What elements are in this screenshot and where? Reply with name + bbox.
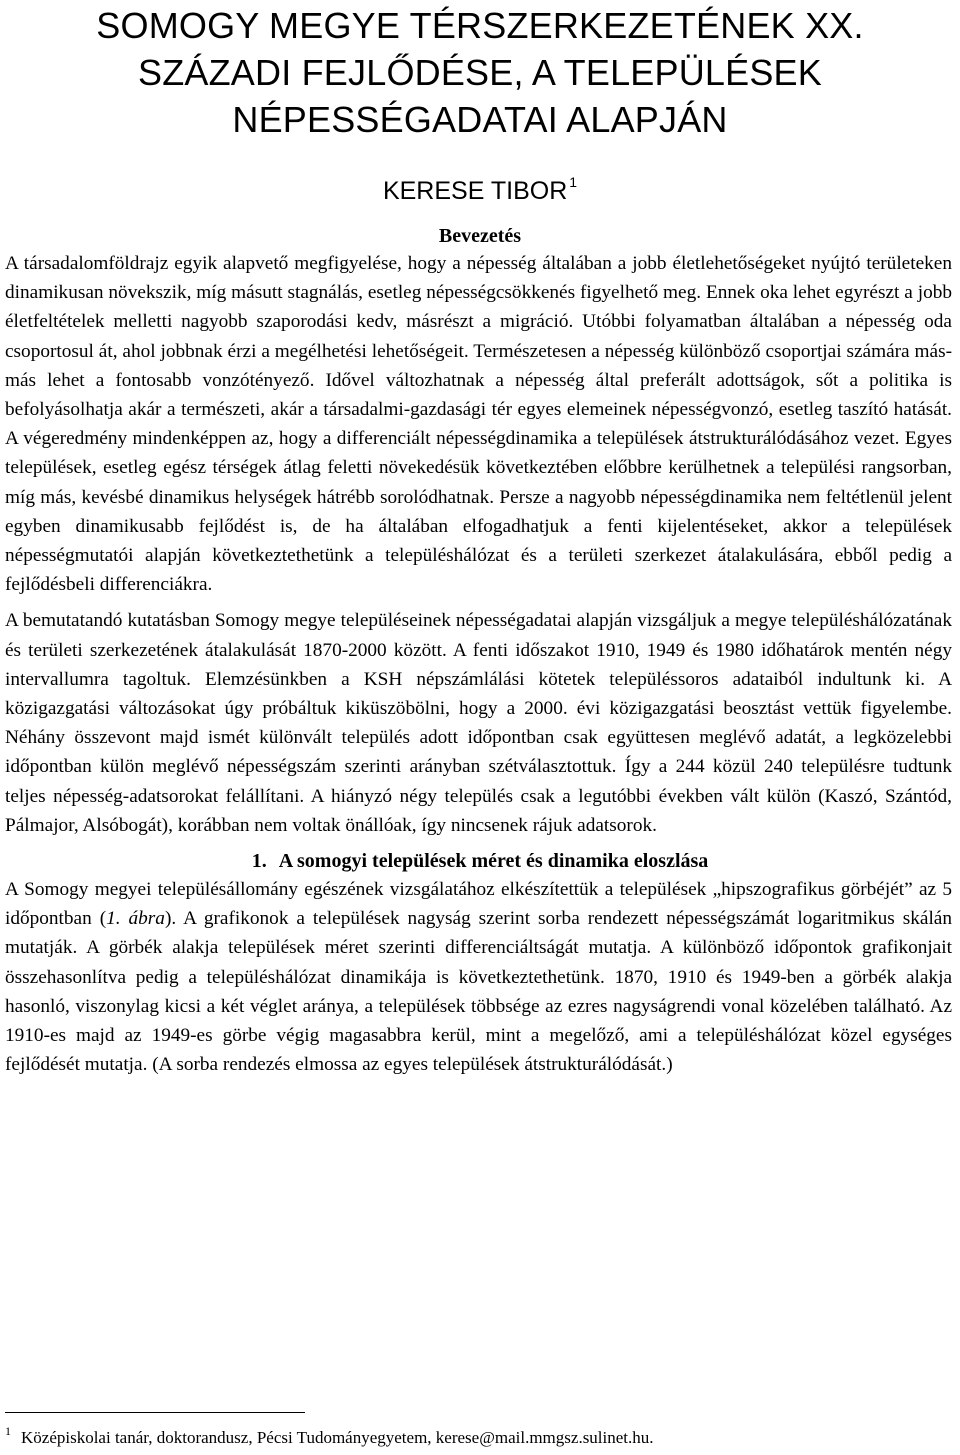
author-name: KERESE TIBOR <box>382 177 568 205</box>
author-footnote-mark: 1 <box>569 174 578 190</box>
section-1-number: 1. <box>251 850 267 873</box>
figure-reference: 1. ábra <box>106 908 165 930</box>
section-1-heading <box>0 848 960 875</box>
section-1-text-post: ). A grafikonok a települések nagyság szerint sorba rendezett népességszámát logaritmikus skálán mutatják. A görbék alakja települések méret szerinti differenciáltságát mutatja. A különböző időpontok grafikonjait összehasonlítva pedig a településhálózat dinamikája is következtethetünk. 1870, 1910 és 1949-ben a görbék alakja hasonló, viszonylag kicsi a két véglet aránya, a települések többsége az ezres nagyságrendi vonal közelében található. Az 1910-es majd az 1949-es görbe végig magasabbra kerül, mint a megelőző, ami a településhálózat közel egységes fejlődését mutatja. (A sorba rendezés elmossa az egyes települések átstrukturálódását.) <box>5 908 953 1076</box>
intro-heading: Bevezetés <box>438 225 522 247</box>
author-line <box>0 167 960 206</box>
footnote-mark: 1 <box>5 1424 11 1438</box>
title-line-2: SZÁZADI FEJLŐDÉSE, A TELEPÜLÉSEK <box>138 52 822 93</box>
intro-paragraph-1: A társadalomföldrajz egyik alapvető megfigyelése, hogy a népesség általában a jobb életlehetőségeket nyújtó területeken dinamikusan növekszik, míg másutt stagnálás, esetleg népességcsökkenés figyelhető meg. Ennek oka lehet egyrészt a jobb életfeltételek melletti nagyobb szaporodási kedv, másrészt a migráció. Utóbbi folyamatban általában a népesség oda csoportosul át, ahol jobbnak érzi a megélhetési lehetőségeit. Természetesen a népesség különböző csoportjai számára más-más lehet a fontosabb vonzótényező. Idővel változhatnak a népesség által preferált adottságok, sőt a politika is befolyásolhatja akár a természeti, akár a társadalmi-gazdasági tér egyes elemeinek népességvonzó, esetleg taszító hatását. A végeredmény mindenképpen az, hogy a differenciált népességdinamika a települések átstrukturálódásához vezet. Egyes települések, esetleg egész térségek átlag feletti növekedésük következtében előbbre kerülhetnek a települési rangsorban, míg más, kevésbé dinamikus helységek hátrébb sorolódhatnak. Persze a nagyobb népességdinamika nem feltétlenül jelent egyben dinamikusabb fejlődést is, de ha általában elfogadhatjuk a fenti kijelentéseket, akkor a települések népességmutatói alapján következtethetünk a településhálózat és a területi szerkezet átalakulására, ebből pedig a fejlődésbeli differenciákra. <box>5 253 952 596</box>
intro-paragraph-2: A bemutatandó kutatásban Somogy megye településeinek népességadatai alapján vizsgáljuk a megye településhálózatának és területi szerkezetének átalakulását 1870-2000 között. A fenti időszakot 1910, 1949 és 1980 időhatárok mentén négy intervallumra tagoltuk. Elemzésünkben a KSH népszámlálási kötetek településsoros adataiból indultunk ki. A közigazgatási változásokat úgy próbáltuk kiküszöbölni, hogy a 2000. évi közigazgatási beosztást vettük figyelembe. Néhány összevont majd ismét különvált település adott időpontban csak együttesen meglévő adatát, a legközelebbi időpontban külön meglévő népességszám szerinti arányban szétválasztottuk. Így a 244 közül 240 településre tudtunk teljes népesség-adatsorokat felállítani. A hiányzó négy település csak a legutóbbi években vált külön (Kaszó, Szántód, Pálmajor, Alsóbogát), korábban nem voltak önállóak, így nincsenek rájuk adatsorok. <box>5 610 952 836</box>
section-1-text-pre: A Somogy megyei településállomány egészének vizsgálatához elkészítettük a települések „hipszografikus görbéjét” az 5 időpontban ( <box>5 879 952 930</box>
paper-title <box>0 0 960 143</box>
title-line-3: NÉPESSÉGADATAI ALAPJÁN <box>232 99 728 140</box>
footnote-text: Középiskolai tanár, doktorandusz, Pécsi Tudományegyetem, kerese@mail.mmgsz.sulinet.hu. <box>21 1428 654 1447</box>
footnote-rule <box>5 1412 305 1413</box>
section-1-paragraph <box>0 875 960 1079</box>
title-line-1: SOMOGY MEGYE TÉRSZERKEZETÉNEK XX. <box>96 5 864 46</box>
footnote <box>5 1419 654 1450</box>
section-1-title: A somogyi települések méret és dinamika eloszlása <box>278 850 709 873</box>
